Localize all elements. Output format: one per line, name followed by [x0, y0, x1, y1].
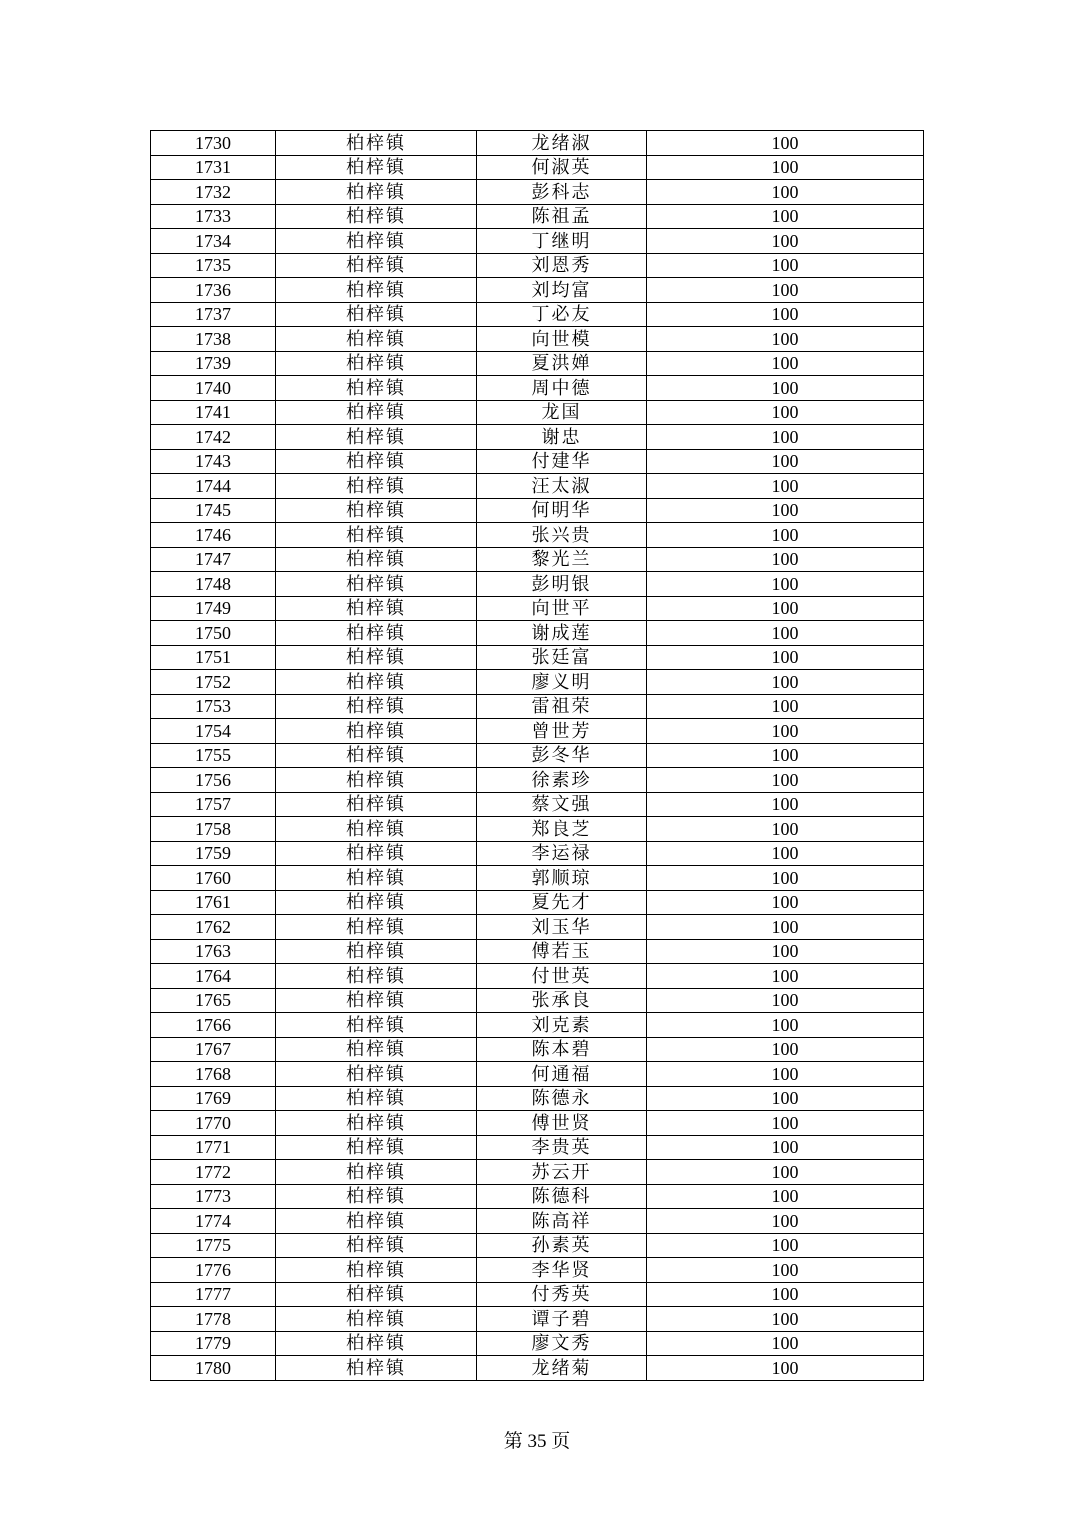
town-cell: 柏梓镇 — [276, 278, 477, 303]
amount-cell: 100 — [647, 1258, 924, 1283]
amount-cell: 100 — [647, 939, 924, 964]
amount-cell: 100 — [647, 253, 924, 278]
name-cell: 彭科志 — [477, 180, 647, 205]
row-number-cell: 1756 — [151, 768, 276, 793]
town-cell: 柏梓镇 — [276, 719, 477, 744]
name-cell: 李贵英 — [477, 1135, 647, 1160]
table-row — [151, 278, 924, 303]
name-cell: 刘恩秀 — [477, 253, 647, 278]
row-number-cell: 1750 — [151, 621, 276, 646]
name-cell: 孙素英 — [477, 1233, 647, 1258]
town-cell: 柏梓镇 — [276, 1062, 477, 1087]
name-cell: 雷祖荣 — [477, 694, 647, 719]
row-number-cell: 1762 — [151, 915, 276, 940]
town-cell: 柏梓镇 — [276, 1037, 477, 1062]
table-row — [151, 1160, 924, 1185]
table-row — [151, 817, 924, 842]
name-cell: 龙绪淑 — [477, 131, 647, 156]
row-number-cell: 1779 — [151, 1331, 276, 1356]
town-cell: 柏梓镇 — [276, 302, 477, 327]
name-cell: 谭子碧 — [477, 1307, 647, 1332]
row-number-cell: 1780 — [151, 1356, 276, 1381]
amount-cell: 100 — [647, 351, 924, 376]
row-number-cell: 1754 — [151, 719, 276, 744]
town-cell: 柏梓镇 — [276, 1013, 477, 1038]
name-cell: 张兴贵 — [477, 523, 647, 548]
amount-cell: 100 — [647, 915, 924, 940]
row-number-cell: 1765 — [151, 988, 276, 1013]
amount-cell: 100 — [647, 1160, 924, 1185]
amount-cell: 100 — [647, 1013, 924, 1038]
town-cell: 柏梓镇 — [276, 792, 477, 817]
amount-cell: 100 — [647, 327, 924, 352]
name-cell: 傅世贤 — [477, 1111, 647, 1136]
town-cell: 柏梓镇 — [276, 1331, 477, 1356]
town-cell: 柏梓镇 — [276, 645, 477, 670]
town-cell: 柏梓镇 — [276, 939, 477, 964]
town-cell: 柏梓镇 — [276, 841, 477, 866]
town-cell: 柏梓镇 — [276, 131, 477, 156]
town-cell: 柏梓镇 — [276, 1282, 477, 1307]
name-cell: 刘克素 — [477, 1013, 647, 1038]
amount-cell: 100 — [647, 1135, 924, 1160]
row-number-cell: 1777 — [151, 1282, 276, 1307]
name-cell: 谢忠 — [477, 425, 647, 450]
town-cell: 柏梓镇 — [276, 866, 477, 891]
table-row — [151, 792, 924, 817]
amount-cell: 100 — [647, 596, 924, 621]
row-number-cell: 1745 — [151, 498, 276, 523]
town-cell: 柏梓镇 — [276, 351, 477, 376]
table-row — [151, 498, 924, 523]
row-number-cell: 1751 — [151, 645, 276, 670]
town-cell: 柏梓镇 — [276, 1135, 477, 1160]
amount-cell: 100 — [647, 180, 924, 205]
row-number-cell: 1768 — [151, 1062, 276, 1087]
name-cell: 何通福 — [477, 1062, 647, 1087]
town-cell: 柏梓镇 — [276, 204, 477, 229]
row-number-cell: 1741 — [151, 400, 276, 425]
row-number-cell: 1757 — [151, 792, 276, 817]
name-cell: 彭冬华 — [477, 743, 647, 768]
amount-cell: 100 — [647, 425, 924, 450]
row-number-cell: 1744 — [151, 474, 276, 499]
row-number-cell: 1746 — [151, 523, 276, 548]
row-number-cell: 1738 — [151, 327, 276, 352]
amount-cell: 100 — [647, 572, 924, 597]
name-cell: 向世平 — [477, 596, 647, 621]
table-row — [151, 572, 924, 597]
table-row — [151, 229, 924, 254]
name-cell: 丁继明 — [477, 229, 647, 254]
amount-cell: 100 — [647, 1282, 924, 1307]
town-cell: 柏梓镇 — [276, 621, 477, 646]
row-number-cell: 1759 — [151, 841, 276, 866]
amount-cell: 100 — [647, 768, 924, 793]
table-row — [151, 1356, 924, 1381]
town-cell: 柏梓镇 — [276, 474, 477, 499]
row-number-cell: 1736 — [151, 278, 276, 303]
amount-cell: 100 — [647, 890, 924, 915]
table-row — [151, 719, 924, 744]
table-row — [151, 351, 924, 376]
amount-cell: 100 — [647, 1233, 924, 1258]
amount-cell: 100 — [647, 670, 924, 695]
table-row — [151, 376, 924, 401]
name-cell: 夏洪婵 — [477, 351, 647, 376]
name-cell: 郭顺琼 — [477, 866, 647, 891]
table-row — [151, 155, 924, 180]
row-number-cell: 1748 — [151, 572, 276, 597]
name-cell: 陈德永 — [477, 1086, 647, 1111]
row-number-cell: 1737 — [151, 302, 276, 327]
name-cell: 李运禄 — [477, 841, 647, 866]
town-cell: 柏梓镇 — [276, 498, 477, 523]
row-number-cell: 1749 — [151, 596, 276, 621]
town-cell: 柏梓镇 — [276, 1233, 477, 1258]
amount-cell: 100 — [647, 1209, 924, 1234]
row-number-cell: 1770 — [151, 1111, 276, 1136]
town-cell: 柏梓镇 — [276, 400, 477, 425]
amount-cell: 100 — [647, 278, 924, 303]
town-cell: 柏梓镇 — [276, 327, 477, 352]
amount-cell: 100 — [647, 131, 924, 156]
name-cell: 彭明银 — [477, 572, 647, 597]
town-cell: 柏梓镇 — [276, 743, 477, 768]
town-cell: 柏梓镇 — [276, 425, 477, 450]
row-number-cell: 1731 — [151, 155, 276, 180]
row-number-cell: 1773 — [151, 1184, 276, 1209]
town-cell: 柏梓镇 — [276, 523, 477, 548]
table-row — [151, 988, 924, 1013]
row-number-cell: 1774 — [151, 1209, 276, 1234]
row-number-cell: 1766 — [151, 1013, 276, 1038]
table-row — [151, 1086, 924, 1111]
amount-cell: 100 — [647, 474, 924, 499]
table-row — [151, 1135, 924, 1160]
name-cell: 付世英 — [477, 964, 647, 989]
table-row — [151, 302, 924, 327]
name-cell: 郑良芝 — [477, 817, 647, 842]
amount-cell: 100 — [647, 155, 924, 180]
town-cell: 柏梓镇 — [276, 915, 477, 940]
row-number-cell: 1733 — [151, 204, 276, 229]
table-row — [151, 523, 924, 548]
amount-cell: 100 — [647, 1062, 924, 1087]
amount-cell: 100 — [647, 645, 924, 670]
amount-cell: 100 — [647, 792, 924, 817]
table-row — [151, 1233, 924, 1258]
table-row — [151, 939, 924, 964]
row-number-cell: 1769 — [151, 1086, 276, 1111]
table-row — [151, 964, 924, 989]
row-number-cell: 1753 — [151, 694, 276, 719]
table-row — [151, 204, 924, 229]
table-row — [151, 1062, 924, 1087]
table-row — [151, 694, 924, 719]
town-cell: 柏梓镇 — [276, 596, 477, 621]
amount-cell: 100 — [647, 302, 924, 327]
name-cell: 周中德 — [477, 376, 647, 401]
row-number-cell: 1767 — [151, 1037, 276, 1062]
amount-cell: 100 — [647, 1037, 924, 1062]
table-row — [151, 1258, 924, 1283]
town-cell: 柏梓镇 — [276, 449, 477, 474]
table-row — [151, 1331, 924, 1356]
amount-cell: 100 — [647, 841, 924, 866]
town-cell: 柏梓镇 — [276, 1356, 477, 1381]
table-row — [151, 327, 924, 352]
row-number-cell: 1740 — [151, 376, 276, 401]
amount-cell: 100 — [647, 817, 924, 842]
amount-cell: 100 — [647, 743, 924, 768]
town-cell: 柏梓镇 — [276, 253, 477, 278]
table-row — [151, 645, 924, 670]
row-number-cell: 1734 — [151, 229, 276, 254]
amount-cell: 100 — [647, 1086, 924, 1111]
amount-cell: 100 — [647, 866, 924, 891]
row-number-cell: 1752 — [151, 670, 276, 695]
name-cell: 廖文秀 — [477, 1331, 647, 1356]
town-cell: 柏梓镇 — [276, 376, 477, 401]
town-cell: 柏梓镇 — [276, 670, 477, 695]
table-row — [151, 1013, 924, 1038]
row-number-cell: 1760 — [151, 866, 276, 891]
row-number-cell: 1742 — [151, 425, 276, 450]
row-number-cell: 1730 — [151, 131, 276, 156]
amount-cell: 100 — [647, 988, 924, 1013]
beneficiary-table — [150, 130, 924, 1381]
amount-cell: 100 — [647, 376, 924, 401]
name-cell: 谢成莲 — [477, 621, 647, 646]
amount-cell: 100 — [647, 204, 924, 229]
table-row — [151, 915, 924, 940]
name-cell: 丁必友 — [477, 302, 647, 327]
town-cell: 柏梓镇 — [276, 1086, 477, 1111]
row-number-cell: 1739 — [151, 351, 276, 376]
name-cell: 陈本碧 — [477, 1037, 647, 1062]
amount-cell: 100 — [647, 229, 924, 254]
town-cell: 柏梓镇 — [276, 1307, 477, 1332]
name-cell: 何明华 — [477, 498, 647, 523]
table-body — [151, 131, 924, 1381]
name-cell: 汪太淑 — [477, 474, 647, 499]
amount-cell: 100 — [647, 523, 924, 548]
name-cell: 廖义明 — [477, 670, 647, 695]
name-cell: 龙绪菊 — [477, 1356, 647, 1381]
table-row — [151, 841, 924, 866]
town-cell: 柏梓镇 — [276, 1111, 477, 1136]
name-cell: 夏先才 — [477, 890, 647, 915]
town-cell: 柏梓镇 — [276, 768, 477, 793]
amount-cell: 100 — [647, 1331, 924, 1356]
table-row — [151, 866, 924, 891]
name-cell: 刘均富 — [477, 278, 647, 303]
name-cell: 黎光兰 — [477, 547, 647, 572]
row-number-cell: 1775 — [151, 1233, 276, 1258]
name-cell: 李华贤 — [477, 1258, 647, 1283]
amount-cell: 100 — [647, 547, 924, 572]
amount-cell: 100 — [647, 1307, 924, 1332]
town-cell: 柏梓镇 — [276, 694, 477, 719]
row-number-cell: 1771 — [151, 1135, 276, 1160]
table-row — [151, 425, 924, 450]
name-cell: 何淑英 — [477, 155, 647, 180]
name-cell: 陈高祥 — [477, 1209, 647, 1234]
town-cell: 柏梓镇 — [276, 155, 477, 180]
table-row — [151, 1037, 924, 1062]
amount-cell: 100 — [647, 964, 924, 989]
name-cell: 蔡文强 — [477, 792, 647, 817]
name-cell: 张承良 — [477, 988, 647, 1013]
town-cell: 柏梓镇 — [276, 547, 477, 572]
row-number-cell: 1735 — [151, 253, 276, 278]
name-cell: 龙国 — [477, 400, 647, 425]
amount-cell: 100 — [647, 1356, 924, 1381]
table-row — [151, 768, 924, 793]
table-row — [151, 1209, 924, 1234]
town-cell: 柏梓镇 — [276, 180, 477, 205]
amount-cell: 100 — [647, 498, 924, 523]
name-cell: 苏云开 — [477, 1160, 647, 1185]
table-row — [151, 1111, 924, 1136]
table-row — [151, 670, 924, 695]
town-cell: 柏梓镇 — [276, 890, 477, 915]
table-row — [151, 890, 924, 915]
amount-cell: 100 — [647, 1184, 924, 1209]
name-cell: 刘玉华 — [477, 915, 647, 940]
name-cell: 陈德科 — [477, 1184, 647, 1209]
table-row — [151, 253, 924, 278]
row-number-cell: 1758 — [151, 817, 276, 842]
row-number-cell: 1755 — [151, 743, 276, 768]
name-cell: 徐素珍 — [477, 768, 647, 793]
town-cell: 柏梓镇 — [276, 1258, 477, 1283]
table-row — [151, 547, 924, 572]
table-row — [151, 621, 924, 646]
table-row — [151, 400, 924, 425]
name-cell: 付秀英 — [477, 1282, 647, 1307]
row-number-cell: 1747 — [151, 547, 276, 572]
amount-cell: 100 — [647, 449, 924, 474]
town-cell: 柏梓镇 — [276, 817, 477, 842]
table-row — [151, 596, 924, 621]
table-row — [151, 474, 924, 499]
row-number-cell: 1778 — [151, 1307, 276, 1332]
amount-cell: 100 — [647, 694, 924, 719]
town-cell: 柏梓镇 — [276, 1184, 477, 1209]
row-number-cell: 1764 — [151, 964, 276, 989]
row-number-cell: 1761 — [151, 890, 276, 915]
table-row — [151, 449, 924, 474]
name-cell: 付建华 — [477, 449, 647, 474]
table-row — [151, 180, 924, 205]
town-cell: 柏梓镇 — [276, 1209, 477, 1234]
town-cell: 柏梓镇 — [276, 229, 477, 254]
amount-cell: 100 — [647, 621, 924, 646]
row-number-cell: 1732 — [151, 180, 276, 205]
row-number-cell: 1772 — [151, 1160, 276, 1185]
row-number-cell: 1763 — [151, 939, 276, 964]
name-cell: 傅若玉 — [477, 939, 647, 964]
amount-cell: 100 — [647, 719, 924, 744]
town-cell: 柏梓镇 — [276, 964, 477, 989]
table-row — [151, 1307, 924, 1332]
town-cell: 柏梓镇 — [276, 988, 477, 1013]
name-cell: 曾世芳 — [477, 719, 647, 744]
town-cell: 柏梓镇 — [276, 572, 477, 597]
amount-cell: 100 — [647, 1111, 924, 1136]
town-cell: 柏梓镇 — [276, 1160, 477, 1185]
name-cell: 张廷富 — [477, 645, 647, 670]
name-cell: 陈祖孟 — [477, 204, 647, 229]
table-row — [151, 1184, 924, 1209]
row-number-cell: 1743 — [151, 449, 276, 474]
page-number: 第 35 页 — [503, 1431, 571, 1452]
table-row — [151, 131, 924, 156]
amount-cell: 100 — [647, 400, 924, 425]
table-row — [151, 1282, 924, 1307]
name-cell: 向世模 — [477, 327, 647, 352]
row-number-cell: 1776 — [151, 1258, 276, 1283]
table-row — [151, 743, 924, 768]
